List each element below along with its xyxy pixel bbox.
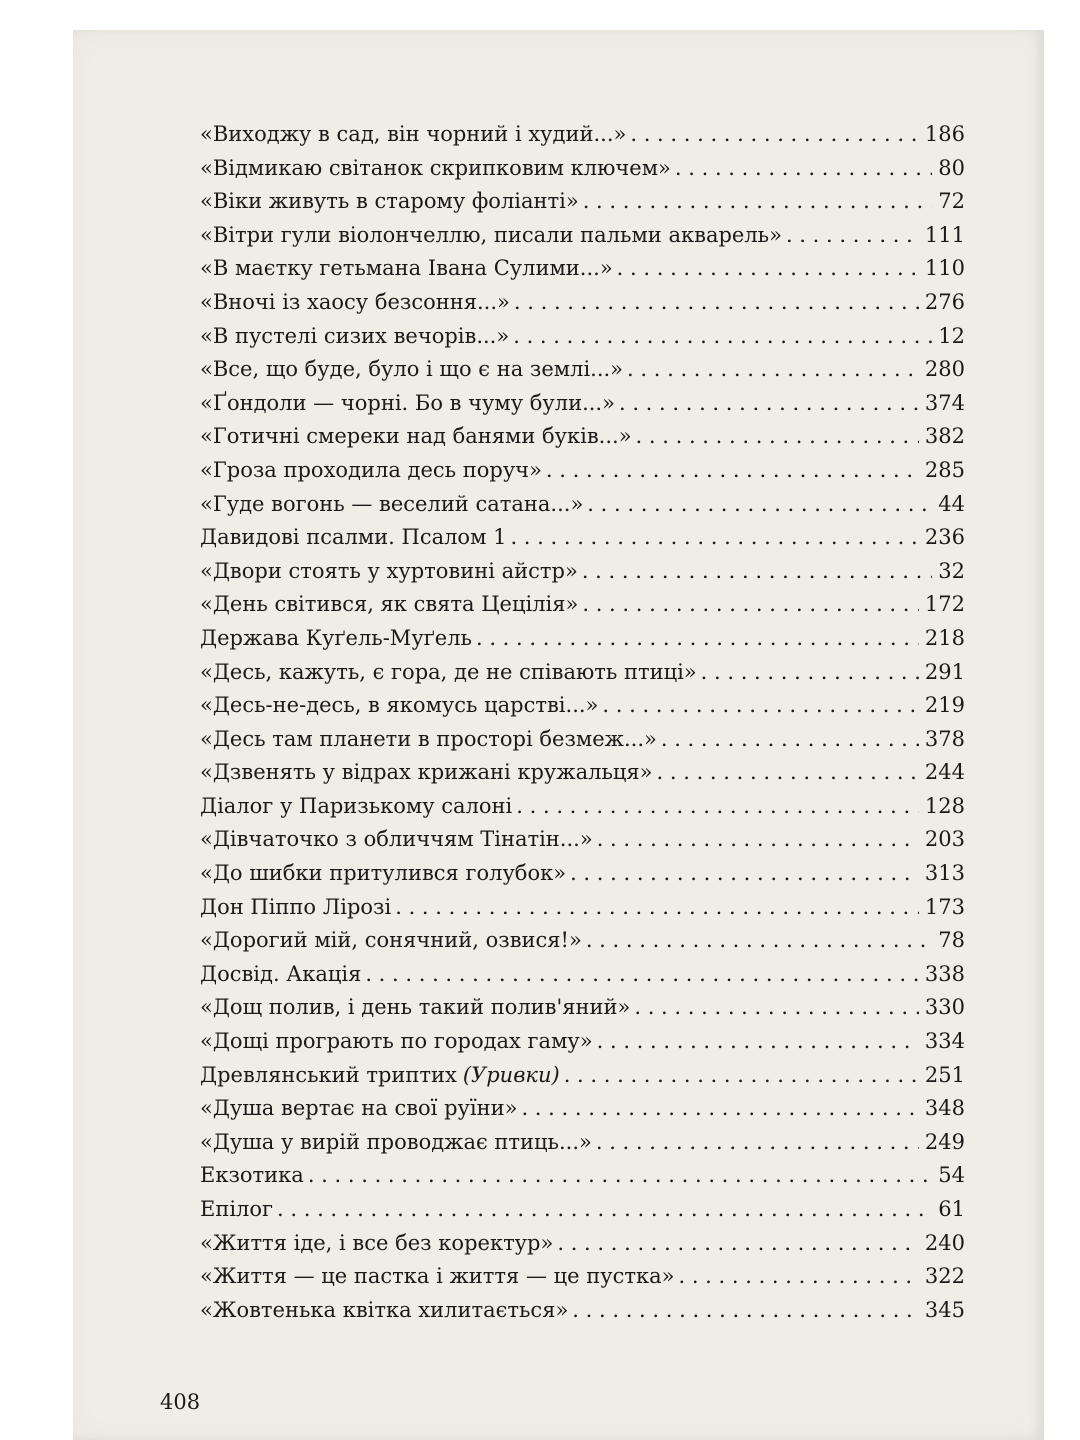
dot-leader <box>636 424 919 448</box>
dot-leader <box>513 324 932 348</box>
toc-entry <box>200 962 965 996</box>
entry-title: Епілог <box>200 1197 274 1221</box>
toc-entry <box>200 1130 965 1164</box>
entry-page-number: 334 <box>924 1029 965 1054</box>
toc-entry <box>200 324 965 358</box>
dot-leader <box>514 290 919 314</box>
entry-title: Досвід. Акація <box>200 961 362 986</box>
entry-title: «Десь там планети в просторі безмеж...» <box>200 726 657 751</box>
dot-leader <box>557 1231 919 1255</box>
entry-title: «Душа у вирій проводжає птиць...» <box>200 1129 592 1154</box>
entry-title: Дон Піппо Лірозі <box>200 894 392 919</box>
dot-leader <box>586 928 932 952</box>
toc-entry <box>200 357 965 391</box>
entry-page-number: 330 <box>924 995 965 1020</box>
entry-title: «Життя іде, і все без коректур» <box>200 1230 554 1255</box>
entry-title: Екзотика <box>200 1163 304 1188</box>
entry-page-number: 78 <box>938 928 965 953</box>
entry-page-number: 61 <box>938 1197 965 1221</box>
entry-title: «Дівчаточко з обличчям Тінатін...» <box>200 827 593 852</box>
entry-page-number: 128 <box>924 793 965 818</box>
dot-leader <box>602 693 919 717</box>
toc-entry <box>200 391 965 425</box>
entry-page-number: 111 <box>924 222 965 247</box>
toc-entry <box>200 122 965 156</box>
toc-entry <box>200 727 965 761</box>
toc-entry <box>200 223 965 257</box>
entry-page-number: 382 <box>924 424 965 449</box>
entry-title: «Двори стоять у хуртовині айстр» <box>200 558 578 583</box>
dot-leader <box>701 660 919 684</box>
dot-leader <box>582 559 932 583</box>
toc-entry <box>200 626 965 660</box>
entry-page-number: 236 <box>924 525 965 550</box>
dot-leader <box>277 1197 932 1221</box>
entry-title: Древлянський триптих <box>200 1062 457 1087</box>
dot-leader <box>657 760 919 784</box>
entry-title: «Душа вертає на свої руїни» <box>200 1096 518 1121</box>
entry-page-number: 285 <box>924 457 965 482</box>
dot-leader <box>365 962 919 986</box>
dot-leader <box>308 1163 932 1187</box>
entry-title: «Готичні смереки над банями буків...» <box>200 424 632 449</box>
entry-title: «День світився, як свята Цецілія» <box>200 592 579 617</box>
entry-title: Держава Куґель-Муґель <box>200 625 472 650</box>
toc-entry <box>200 256 965 290</box>
entry-page-number: 32 <box>938 558 965 583</box>
entry-page-number: 322 <box>924 1264 965 1289</box>
toc-entry <box>200 1298 965 1332</box>
dot-leader <box>564 1063 919 1087</box>
dot-leader <box>597 827 919 851</box>
entry-title: «До шибки притулився голубок» <box>200 861 567 886</box>
toc-entry <box>200 660 965 694</box>
entry-page-number: 172 <box>924 592 965 617</box>
dot-leader <box>630 122 919 146</box>
toc-entry <box>200 290 965 324</box>
toc-entry <box>200 1231 965 1265</box>
entry-title: «Все, що буде, було і що є на землі...» <box>200 357 624 382</box>
dot-leader <box>627 357 919 381</box>
entry-page-number: 244 <box>924 760 965 785</box>
entry-page-number: 345 <box>924 1297 965 1322</box>
dot-leader <box>546 458 919 482</box>
dot-leader <box>583 189 933 213</box>
dot-leader <box>597 1029 919 1053</box>
toc-entry <box>200 928 965 962</box>
entry-title: «В маєтку гетьмана Івана Сулими...» <box>200 256 613 281</box>
dot-leader <box>395 895 919 919</box>
entry-title: «Життя — це пастка і життя — це пустка» <box>200 1264 675 1289</box>
entry-title: Давидові псалми. Псалом 1 <box>200 525 507 550</box>
entry-title: Діалог у Паризькому салоні <box>200 793 513 818</box>
dot-leader <box>516 794 919 818</box>
dot-leader <box>570 861 919 885</box>
entry-page-number: 249 <box>924 1129 965 1154</box>
entry-title: «Дощ полив, і день такий полив'яний» <box>200 995 631 1020</box>
entry-page-number: 240 <box>924 1230 965 1255</box>
toc-entry <box>200 189 965 223</box>
toc-entry <box>200 1063 965 1097</box>
toc-entry <box>200 1264 965 1298</box>
dot-leader <box>587 492 932 516</box>
entry-title: «Дорогий мій, сонячний, озвися!» <box>200 928 582 953</box>
dot-leader <box>582 592 919 616</box>
entry-page-number: 219 <box>924 693 965 718</box>
entry-title: «Десь, кажуть, є гора, де не співають птиці» <box>200 659 697 684</box>
table-of-contents <box>200 122 965 1331</box>
entry-page-number: 110 <box>924 256 965 281</box>
entry-page-number: 291 <box>924 659 965 684</box>
entry-page-number: 338 <box>924 961 965 986</box>
entry-page-number: 72 <box>938 189 965 214</box>
entry-page-number: 218 <box>924 625 965 650</box>
dot-leader <box>572 1298 919 1322</box>
toc-entry <box>200 794 965 828</box>
entry-title: «Гуде вогонь — веселий сатана...» <box>200 491 584 516</box>
page-number: 408 <box>160 1390 201 1414</box>
dot-leader <box>678 1264 918 1288</box>
toc-entry <box>200 492 965 526</box>
entry-page-number: 173 <box>924 894 965 919</box>
entry-title: «Виходжу в сад, він чорний і худий...» <box>200 122 627 146</box>
entry-page-number: 80 <box>938 155 965 180</box>
toc-entry <box>200 861 965 895</box>
toc-entry <box>200 1096 965 1130</box>
toc-entry <box>200 424 965 458</box>
entry-title-italic: (Уривки) <box>462 1062 560 1087</box>
toc-entry <box>200 156 965 190</box>
toc-entry <box>200 525 965 559</box>
entry-title: «Ґондоли — чорні. Бо в чуму були...» <box>200 390 615 415</box>
entry-page-number: 54 <box>938 1163 965 1188</box>
toc-entry <box>200 995 965 1029</box>
entry-page-number: 186 <box>924 122 965 146</box>
entry-title: «Гроза проходила десь поруч» <box>200 457 542 482</box>
entry-page-number: 44 <box>938 491 965 516</box>
toc-entry <box>200 1029 965 1063</box>
entry-title: «Віки живуть в старому фоліанті» <box>200 189 579 214</box>
dot-leader <box>675 156 932 180</box>
dot-leader <box>634 995 919 1019</box>
entry-page-number: 12 <box>938 323 965 348</box>
toc-entry <box>200 895 965 929</box>
dot-leader <box>617 256 919 280</box>
entry-page-number: 348 <box>924 1096 965 1121</box>
entry-title: «Вітри гули віолончеллю, писали пальми акварель» <box>200 222 782 247</box>
dot-leader <box>521 1096 918 1120</box>
toc-entry <box>200 693 965 727</box>
toc-entry <box>200 760 965 794</box>
toc-entry <box>200 1197 965 1231</box>
entry-title: «Десь-не-десь, в якомусь царстві...» <box>200 693 599 718</box>
entry-page-number: 276 <box>924 289 965 314</box>
toc-entry <box>200 1163 965 1197</box>
entry-title: «Вночі із хаосу безсоння...» <box>200 289 510 314</box>
toc-entry <box>200 458 965 492</box>
entry-page-number: 251 <box>924 1062 965 1087</box>
dot-leader <box>619 391 919 415</box>
toc-entry <box>200 827 965 861</box>
entry-title: «Дощі програють по городах гаму» <box>200 1029 593 1054</box>
entry-page-number: 280 <box>924 357 965 382</box>
entry-title: «Дзвенять у відрах крижані кружальця» <box>200 760 653 785</box>
dot-leader <box>476 626 919 650</box>
dot-leader <box>510 525 918 549</box>
entry-page-number: 313 <box>924 861 965 886</box>
toc-entry <box>200 592 965 626</box>
dot-leader <box>661 727 919 751</box>
entry-title: «Жовтенька квітка хилитається» <box>200 1297 569 1322</box>
entry-page-number: 374 <box>924 390 965 415</box>
dot-leader <box>596 1130 919 1154</box>
dot-leader <box>786 223 919 247</box>
entry-title: «Відмикаю світанок скрипковим ключем» <box>200 155 671 180</box>
entry-page-number: 203 <box>924 827 965 852</box>
toc-entry <box>200 559 965 593</box>
entry-title: «В пустелі сизих вечорів...» <box>200 323 510 348</box>
entry-page-number: 378 <box>924 726 965 751</box>
